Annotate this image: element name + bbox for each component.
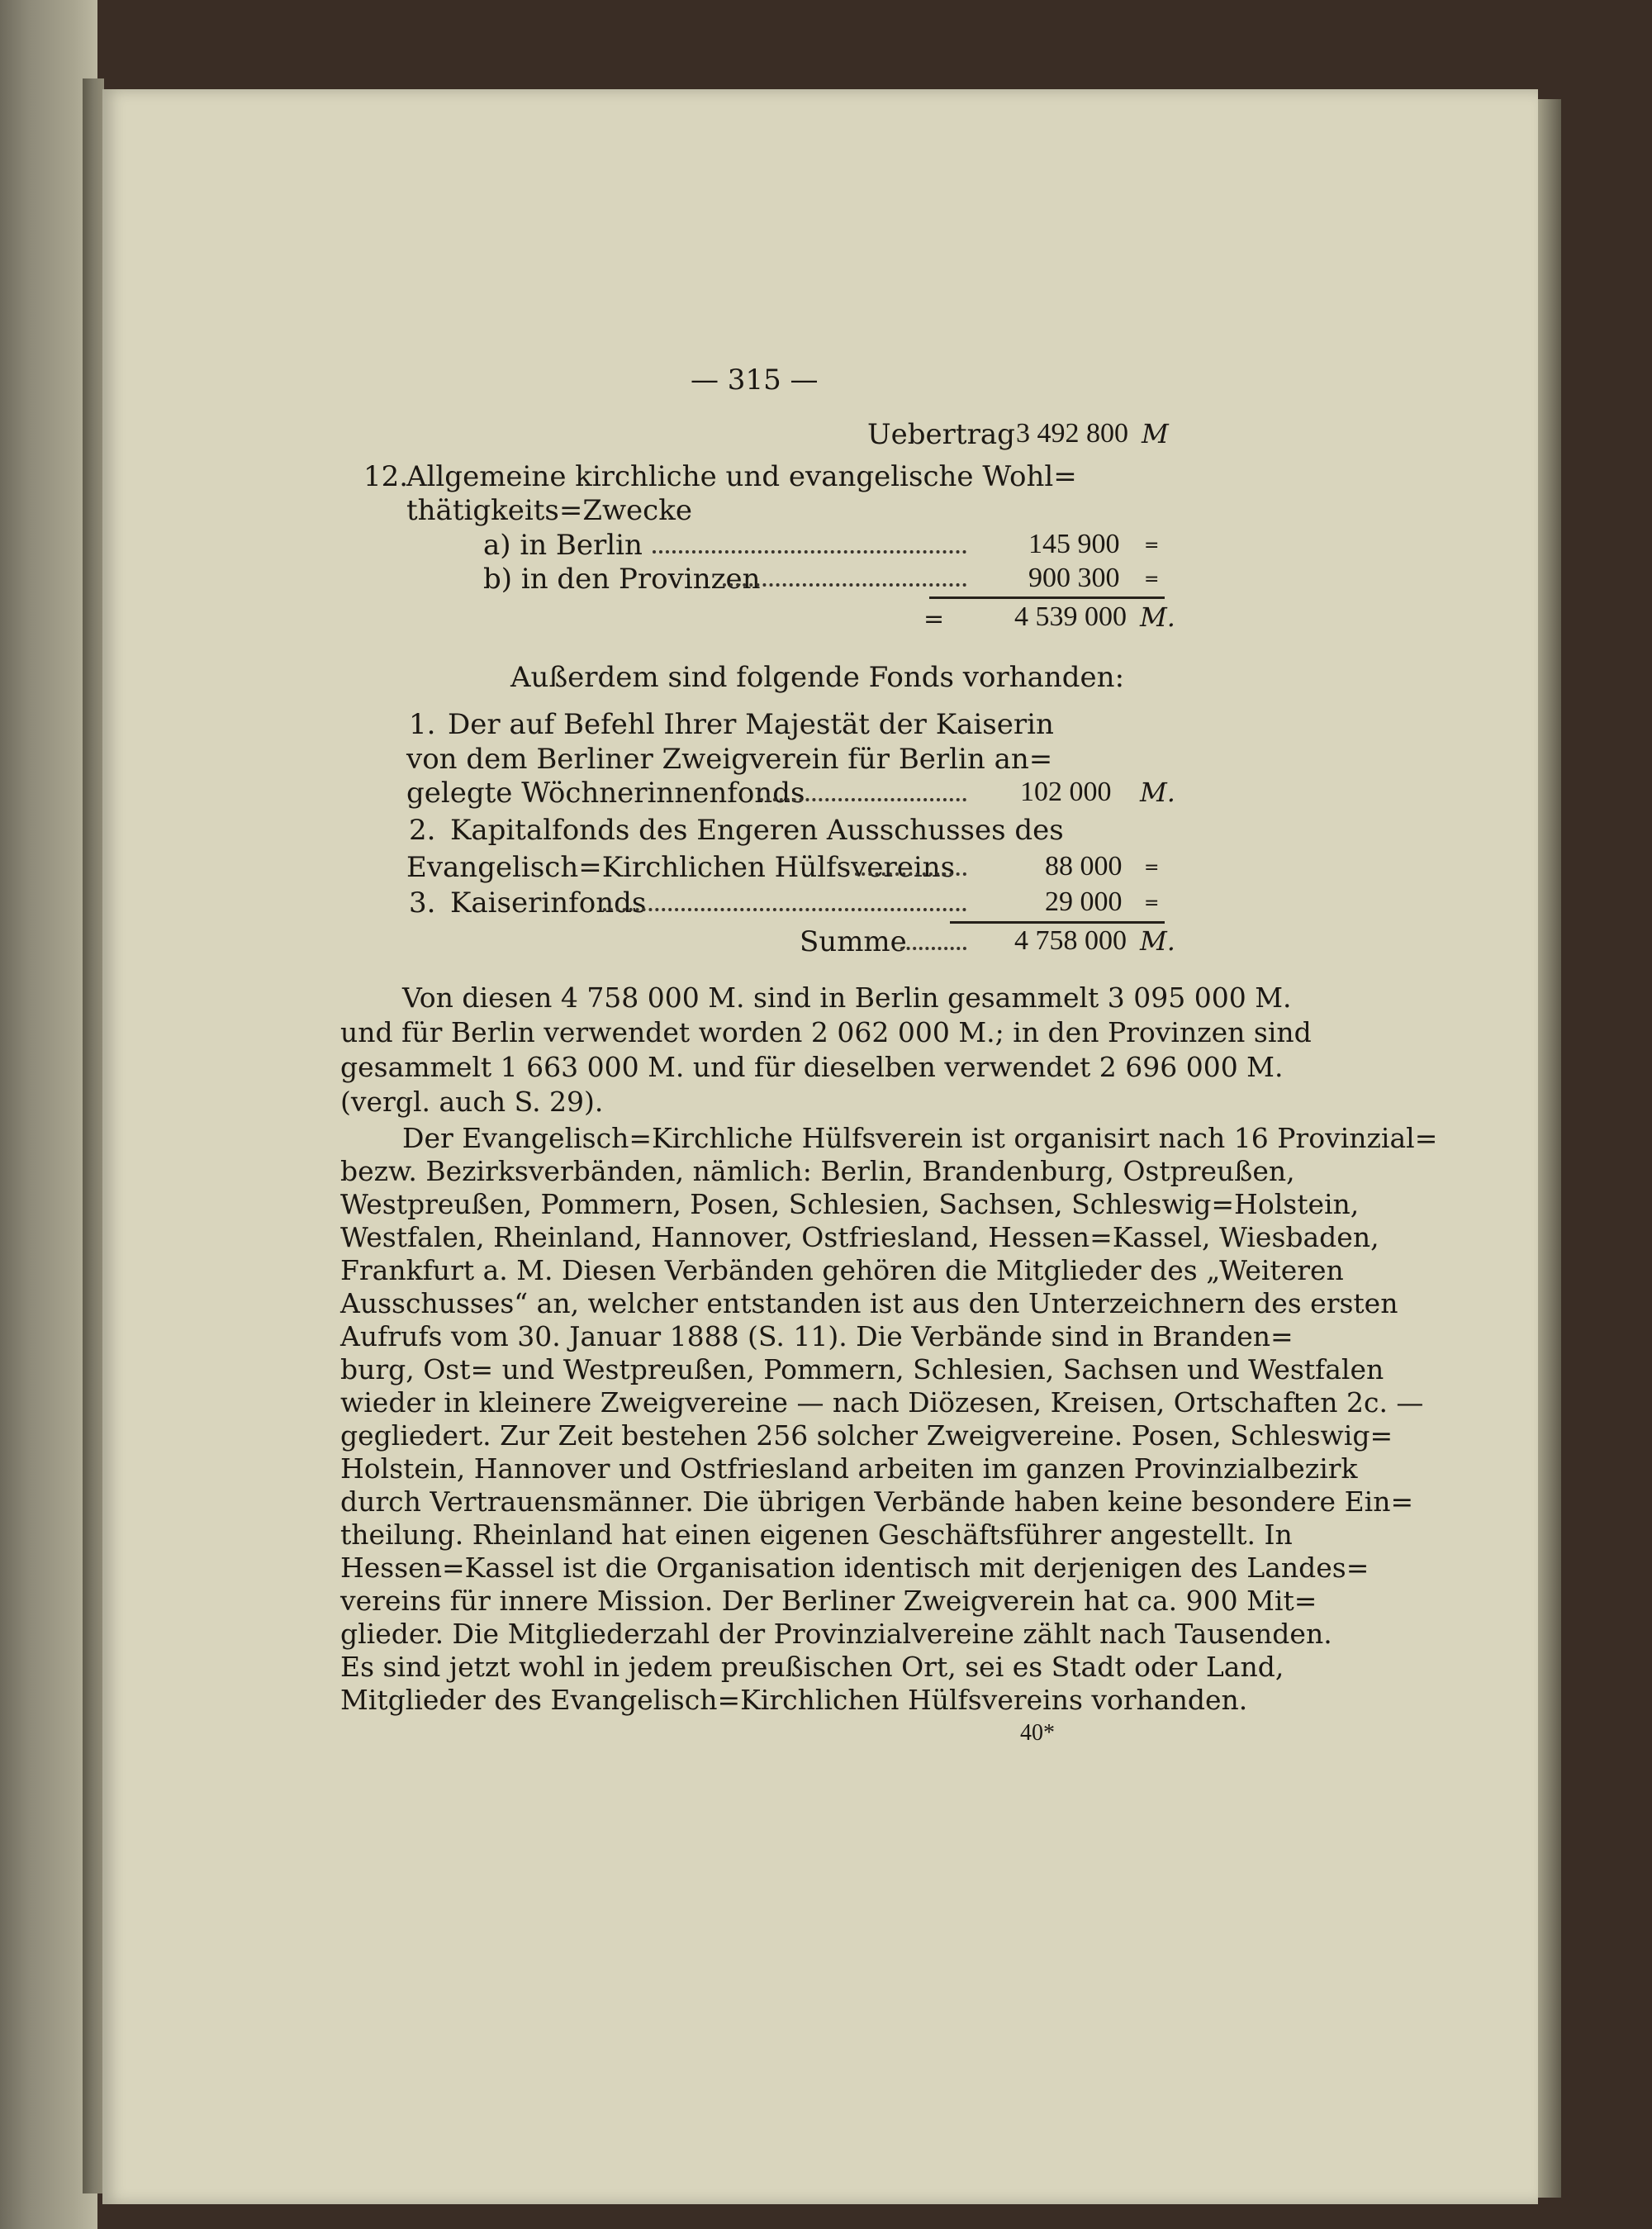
para2-line: wieder in kleinere Zweigvereine — nach Diözesen, Kreisen, Ortschaften 2c. — [340, 1386, 1424, 1419]
signature-mark: 40* [1020, 1720, 1055, 1746]
binding-gutter [83, 78, 104, 2193]
item12-line2: thätigkeits=Zwecke [406, 494, 692, 527]
sum-rule [929, 596, 1165, 599]
fund1-number: 1. [409, 708, 436, 741]
fund3-number: 3. [409, 886, 436, 920]
para2-line: bezw. Bezirksverbänden, nämlich: Berlin, Brandenburg, Ostpreußen, [340, 1155, 1295, 1187]
total-value: 4 539 000 [1014, 601, 1127, 632]
right-cover-edge [1538, 99, 1561, 2198]
para2-line: durch Vertrauensmänner. Die übrigen Verbände haben keine besondere Ein= [340, 1485, 1414, 1518]
fund2-value: 88 000 [1045, 851, 1123, 882]
ditto-mark: = [1144, 858, 1160, 878]
fund2-line1: Kapitalfonds des Engeren Ausschusses des [450, 814, 1064, 847]
carry-label: Uebertrag [867, 418, 1015, 451]
page-number: — 315 — [691, 364, 819, 397]
para2-line: glieder. Die Mitgliederzahl der Provinzialvereine zählt nach Tausenden. [340, 1618, 1332, 1650]
fund1-line3: gelegte Wöchnerinnenfonds [406, 777, 805, 810]
fund2-number: 2. [409, 814, 436, 847]
para2-line: Aufrufs vom 30. Januar 1888 (S. 11). Die Verbände sind in Branden= [340, 1320, 1294, 1352]
para1-line: (vergl. auch S. 29). [340, 1086, 604, 1118]
ditto-mark: = [1144, 569, 1160, 590]
fund1-unit: M. [1140, 777, 1175, 808]
para2-line: Der Evangelisch=Kirchliche Hülfsverein ist organisirt nach 16 Provinzial= [402, 1122, 1438, 1154]
dot-leader [900, 947, 966, 950]
fund2-line2: Evangelisch=Kirchlichen Hülfsvereins [406, 851, 956, 884]
dot-leader [723, 583, 966, 587]
para2-line: theilung. Rheinland hat einen eigenen Geschäftsführer angestellt. In [340, 1518, 1293, 1551]
item12-number: 12. [363, 460, 409, 493]
para2-line: Hessen=Kassel ist die Organisation identisch mit derjenigen des Landes= [340, 1552, 1370, 1584]
fund1-line2: von dem Berliner Zweigverein für Berlin an= [406, 743, 1053, 776]
total-unit: M. [1140, 601, 1175, 633]
para2-line: Frankfurt a. M. Diesen Verbänden gehören die Mitglieder des „Weiteren [340, 1254, 1344, 1286]
para1-line: und für Berlin verwendet worden 2 062 000 M.; in den Provinzen sind [340, 1016, 1312, 1048]
para2-line: Holstein, Hannover und Ostfriesland arbeiten im ganzen Provinzialbezirk [340, 1452, 1358, 1485]
para2-line: Westpreußen, Pommern, Posen, Schlesien, Sachsen, Schleswig=Holstein, [340, 1188, 1360, 1220]
ditto-mark: = [1144, 535, 1160, 556]
carry-value: 3 492 800 [1016, 418, 1128, 449]
para1-line: gesammelt 1 663 000 M. und für dieselben verwendet 2 696 000 M. [340, 1051, 1284, 1083]
item12b-label: b) in den Provinzen [483, 563, 761, 596]
fund1-line1: Der auf Befehl Ihrer Majestät der Kaiserin [448, 708, 1054, 741]
para1-line: Von diesen 4 758 000 M. sind in Berlin gesammelt 3 095 000 M. [402, 981, 1292, 1014]
para2-line: Ausschusses“ an, welcher entstanden ist aus den Unterzeichnern des ersten [340, 1287, 1398, 1319]
para2-line: Es sind jetzt wohl in jedem preußischen Ort, sei es Stadt oder Land, [340, 1651, 1284, 1683]
fund3-label: Kaiserinfonds [450, 886, 647, 920]
item12a-label: a) in Berlin [483, 529, 643, 562]
para2-line: gegliedert. Zur Zeit bestehen 256 solcher Zweigvereine. Posen, Schleswig= [340, 1419, 1393, 1452]
item12a-value: 145 900 [1028, 529, 1120, 559]
sum-unit: M. [1140, 925, 1175, 957]
item12-line1: Allgemeine kirchliche und evangelische Wohl= [406, 460, 1077, 493]
sum-value: 4 758 000 [1014, 925, 1127, 956]
dot-leader [760, 798, 966, 801]
dot-leader [653, 550, 966, 554]
fund1-value: 102 000 [1020, 777, 1112, 807]
ditto-mark: = [1144, 893, 1160, 914]
para2-line: Mitglieder des Evangelisch=Kirchlichen Hülfsvereins vorhanden. [340, 1684, 1248, 1716]
para2-line: vereins für innere Mission. Der Berliner Zweigverein hat ca. 900 Mit= [340, 1585, 1317, 1617]
dot-leader [603, 908, 966, 911]
total-prefix: = [923, 605, 945, 634]
funds-heading: Außerdem sind folgende Fonds vorhanden: [510, 661, 1125, 694]
sum-rule [950, 921, 1165, 924]
sum-label: Summe [800, 925, 907, 958]
item12b-value: 900 300 [1028, 563, 1120, 593]
fund3-value: 29 000 [1045, 886, 1123, 917]
para2-line: burg, Ost= und Westpreußen, Pommern, Schlesien, Sachsen und Westfalen [340, 1353, 1384, 1385]
carry-unit: M [1142, 418, 1169, 449]
dot-leader [855, 872, 966, 876]
para2-line: Westfalen, Rheinland, Hannover, Ostfriesland, Hessen=Kassel, Wiesbaden, [340, 1221, 1379, 1253]
